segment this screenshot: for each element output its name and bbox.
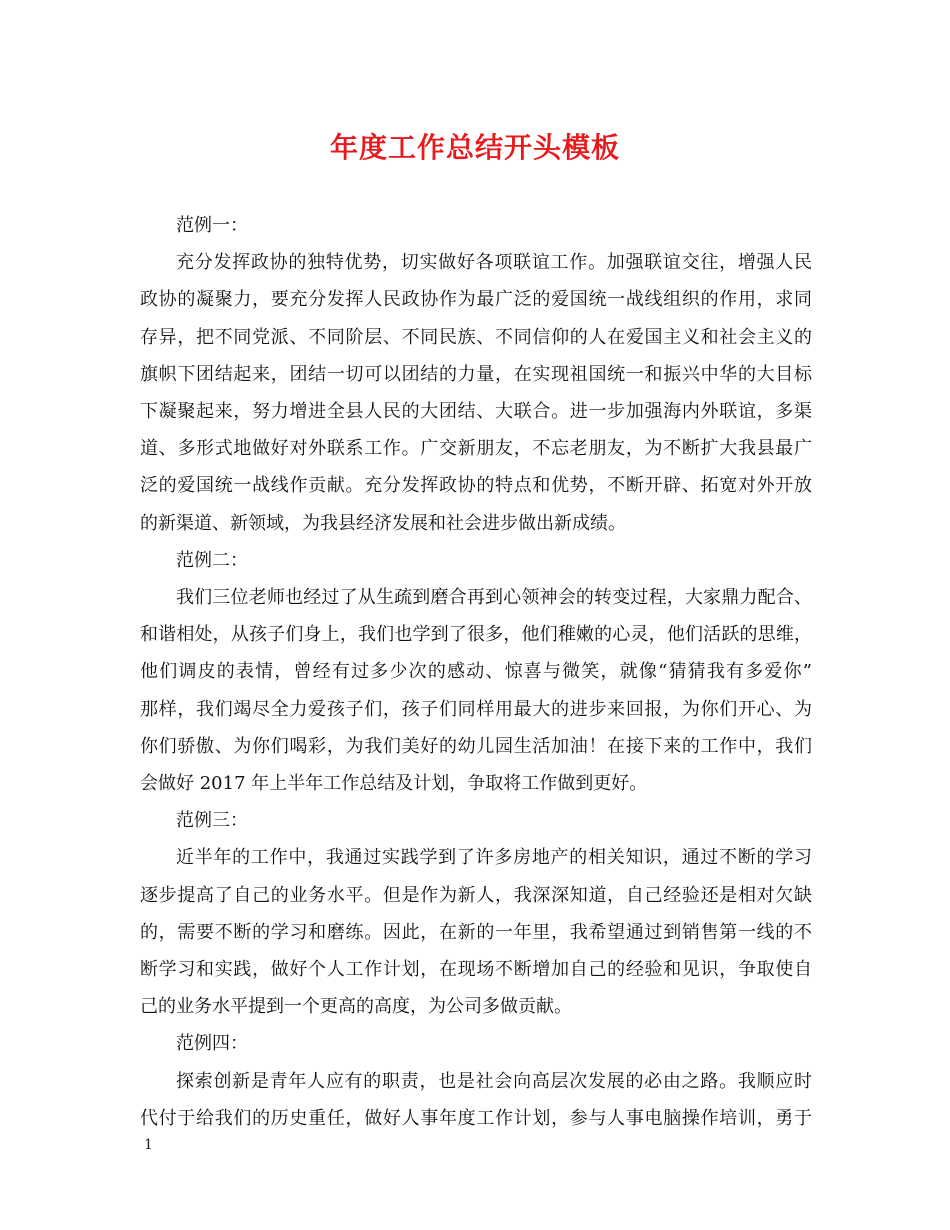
- paragraph-line: 他们调皮的表情，曾经有过多少次的感动、惊喜与微笑，就像“猜猜我有多爱你”: [140, 661, 812, 683]
- document-body: [140, 207, 812, 1137]
- page-title: 年度工作总结开头模板: [329, 131, 620, 164]
- section-example-4: [140, 1025, 812, 1137]
- paragraph-line: 政协的凝聚力，要充分发挥人民政协作为最广泛的爱国统一战线组织的作用，求同: [140, 289, 812, 311]
- paragraph-line: 己的业务水平提到一个更高的高度，为公司多做贡献。: [140, 996, 572, 1018]
- paragraph-line: 道、多形式地做好对外联系工作。广交新朋友，不忘老朋友，为不断扩大我县最广: [140, 438, 812, 460]
- section-example-3: [140, 802, 812, 1025]
- paragraph-line: 断学习和实践，做好个人工作计划，在现场不断增加自己的经验和见识，争取使自: [140, 959, 812, 981]
- paragraph-line: 你们骄傲、为你们喝彩，为我们美好的幼儿园生活加油！在接下来的工作中，我们: [140, 735, 812, 757]
- paragraph-line: 下凝聚起来，努力增进全县人民的大团结、大联合。进一步加强海内外联谊，多渠: [140, 401, 812, 423]
- paragraph-line: 旗帜下团结起来，团结一切可以团结的力量，在实现祖国统一和振兴中华的大目标: [140, 363, 812, 385]
- paragraph-line: 我们三位老师也经过了从生疏到磨合再到心领神会的转变过程，大家鼎力配合、: [176, 587, 812, 609]
- paragraph-line: 的新渠道、新领域，为我县经济发展和社会进步做出新成绩。: [140, 512, 626, 534]
- paragraph-line: 的，需要不断的学习和磨练。因此，在新的一年里，我希望通过到销售第一线的不: [140, 921, 812, 943]
- paragraph-line: 和谐相处，从孩子们身上，我们也学到了很多，他们稚嫩的心灵，他们活跃的思维，: [140, 624, 812, 646]
- paragraph-line: 近半年的工作中，我通过实践学到了许多房地产的相关知识，通过不断的学习: [176, 847, 812, 869]
- paragraph-line: 充分发挥政协的独特优势，切实做好各项联谊工作。加强联谊交往，增强人民: [176, 252, 812, 274]
- section-heading: 范例三：: [176, 810, 248, 832]
- paragraph-line: 逐步提高了自己的业务水平。但是作为新人，我深深知道，自己经验还是相对欠缺: [140, 884, 812, 906]
- paragraph-line: 会做好 2017 年上半年工作总结及计划，争取将工作做到更好。: [140, 773, 648, 795]
- section-heading: 范例四：: [176, 1033, 248, 1055]
- section-example-2: [140, 542, 812, 802]
- paragraph-line: 泛的爱国统一战线作贡献。充分发挥政协的特点和优势，不断开辟、拓宽对外开放: [140, 475, 812, 497]
- section-example-1: [140, 207, 812, 542]
- paragraph-line: 探索创新是青年人应有的职责，也是社会向高层次发展的必由之路。我顺应时: [176, 1070, 812, 1092]
- section-heading: 范例一：: [176, 215, 248, 236]
- section-heading: 范例二：: [176, 549, 248, 571]
- paragraph-line: 存异，把不同党派、不同阶层、不同民族、不同信仰的人在爱国主义和社会主义的: [140, 326, 812, 348]
- page-number: 1: [144, 1137, 153, 1153]
- paragraph-line: 那样，我们竭尽全力爱孩子们，孩子们同样用最大的进步来回报，为你们开心、为: [140, 698, 812, 720]
- paragraph-line: 代付于给我们的历史重任，做好人事年度工作计划，参与人事电脑操作培训，勇于: [140, 1107, 812, 1129]
